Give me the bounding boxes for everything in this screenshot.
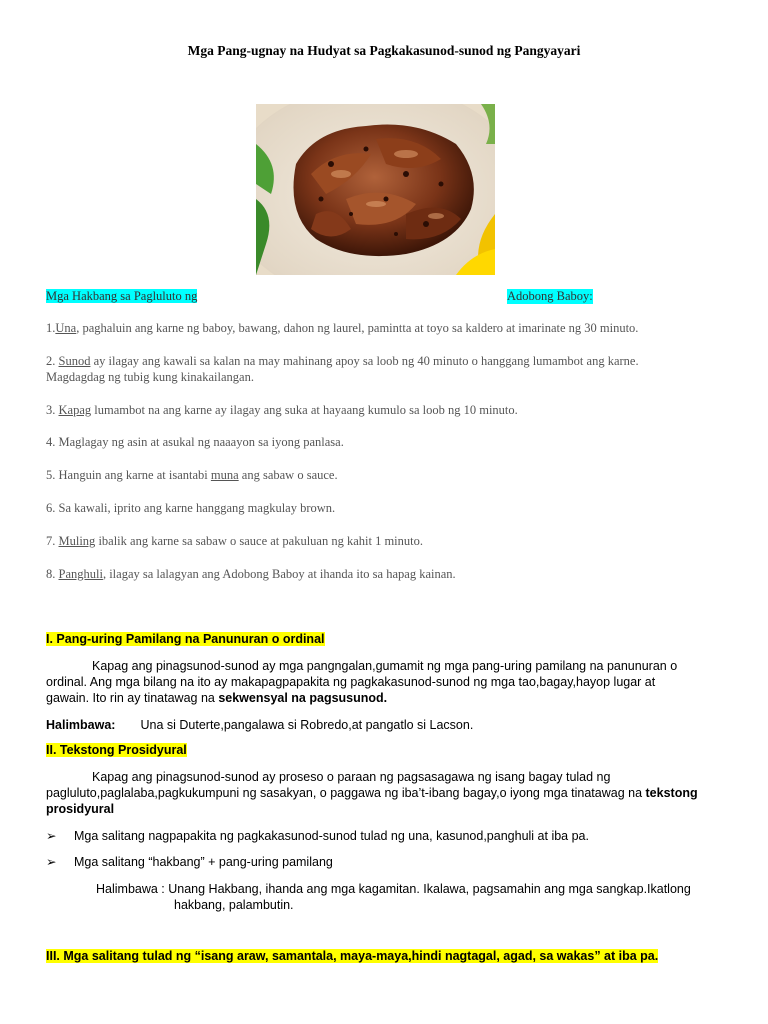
section-1-heading: I. Pang-uring Pamilang na Panunuran o ordinal <box>46 632 325 646</box>
recipe-step-8: 8. Panghuli, ilagay sa lalagyan ang Adobong Baboy at ihanda ito sa hapag kainan. <box>46 567 456 581</box>
recipe-heading-left: Mga Hakbang sa Pagluluto ng <box>46 289 198 303</box>
recipe-step-6: 6. Sa kawali, iprito ang karne hanggang magkulay brown. <box>46 501 336 515</box>
recipe-step-7: 7. Muling ibalik ang karne sa sabaw o sauce at pakuluan ng kahit 1 minuto. <box>46 534 423 548</box>
section-3-heading: III. Mga salitang tulad ng “isang araw, samantala, maya-maya,hindi nagtagal, agad, sa wakas” at iba pa. <box>46 949 659 963</box>
adobo-photo <box>256 104 495 275</box>
section-2-heading: II. Tekstong Prosidyural <box>46 743 187 757</box>
step-marker: muna <box>210 468 239 482</box>
recipe-step-4: 4. Maglagay ng asin at asukal ng naaayon sa iyong panlasa. <box>46 435 344 449</box>
recipe-heading-right: Adobong Baboy: <box>507 289 593 303</box>
arrow-bullet-icon: ➢ <box>46 855 57 869</box>
recipe-step-1: 1.Una, paghaluin ang karne ng baboy, bawang, dahon ng laurel, pamintta at toyo sa kaldero at imarinate ng 30 minuto. <box>46 321 639 335</box>
recipe-step-2: 2. Sunod ay ilagay ang kawali sa kalan na may mahinang apoy sa loob ng 40 minuto o hanggang lumambot ang karne. Magdagdag ng tubig kung kinakailangan. <box>46 354 639 384</box>
step-marker: Panghuli <box>58 567 103 581</box>
arrow-bullet-icon: ➢ <box>46 829 57 843</box>
recipe-step-5: 5. Hanguin ang karne at isantabi muna ang sabaw o sauce. <box>46 468 338 482</box>
document-title: Mga Pang-ugnay na Hudyat sa Pagkakasunod-sunod ng Pangyayari <box>187 43 581 58</box>
section-1-example: Halimbawa: Una si Duterte,pangalawa si Robredo,at pangatlo si Lacson. <box>46 718 474 732</box>
adobo-dish-image <box>256 104 495 275</box>
step-marker: Sunod <box>58 354 91 368</box>
section-2-paragraph: Kapag ang pinagsunod-sunod ay proseso o paraan ng pagsasagawa ng isang bagay tulad ng pagluluto,paglalaba,pagkukumpuni ng sasakyan, o paggawa ng iba’t-ibang bagay,o iyong mga tinatawag na tekstong prosidyural <box>46 770 698 816</box>
bullet-item: ➢ Mga salitang “hakbang” + pang-uring pamilang <box>46 855 333 869</box>
section-1-paragraph: Kapag ang pinagsunod-sunod ay mga pangngalan,gumamit ng mga pang-uring pamilang na panunuran o ordinal. Ang mga bilang na ito ay makapagpapakita ng pagkakasunod-sunod ng mga tao,bagay,hayop lugar at gawain. Ito rin ay tinatawag na sekwensyal na pagsusunod. <box>46 659 678 705</box>
bullet-item: ➢ Mga salitang nagpapakita ng pagkakasunod-sunod tulad ng una, kasunod,panghuli at iba pa. <box>46 829 589 843</box>
section-2-example: Halimbawa : Unang Hakbang, ihanda ang mga kagamitan. Ikalawa, pagsamahin ang mga sangkap.Ikatlong hakbang, palambutin. <box>96 882 691 912</box>
step-marker: Kapag <box>58 403 92 417</box>
step-marker: Muling <box>58 534 96 548</box>
step-marker: Una <box>55 321 77 335</box>
recipe-heading <box>46 289 606 304</box>
recipe-step-3: 3. Kapag lumambot na ang karne ay ilagay ang suka at hayaang kumulo sa loob ng 10 minuto. <box>46 403 518 417</box>
